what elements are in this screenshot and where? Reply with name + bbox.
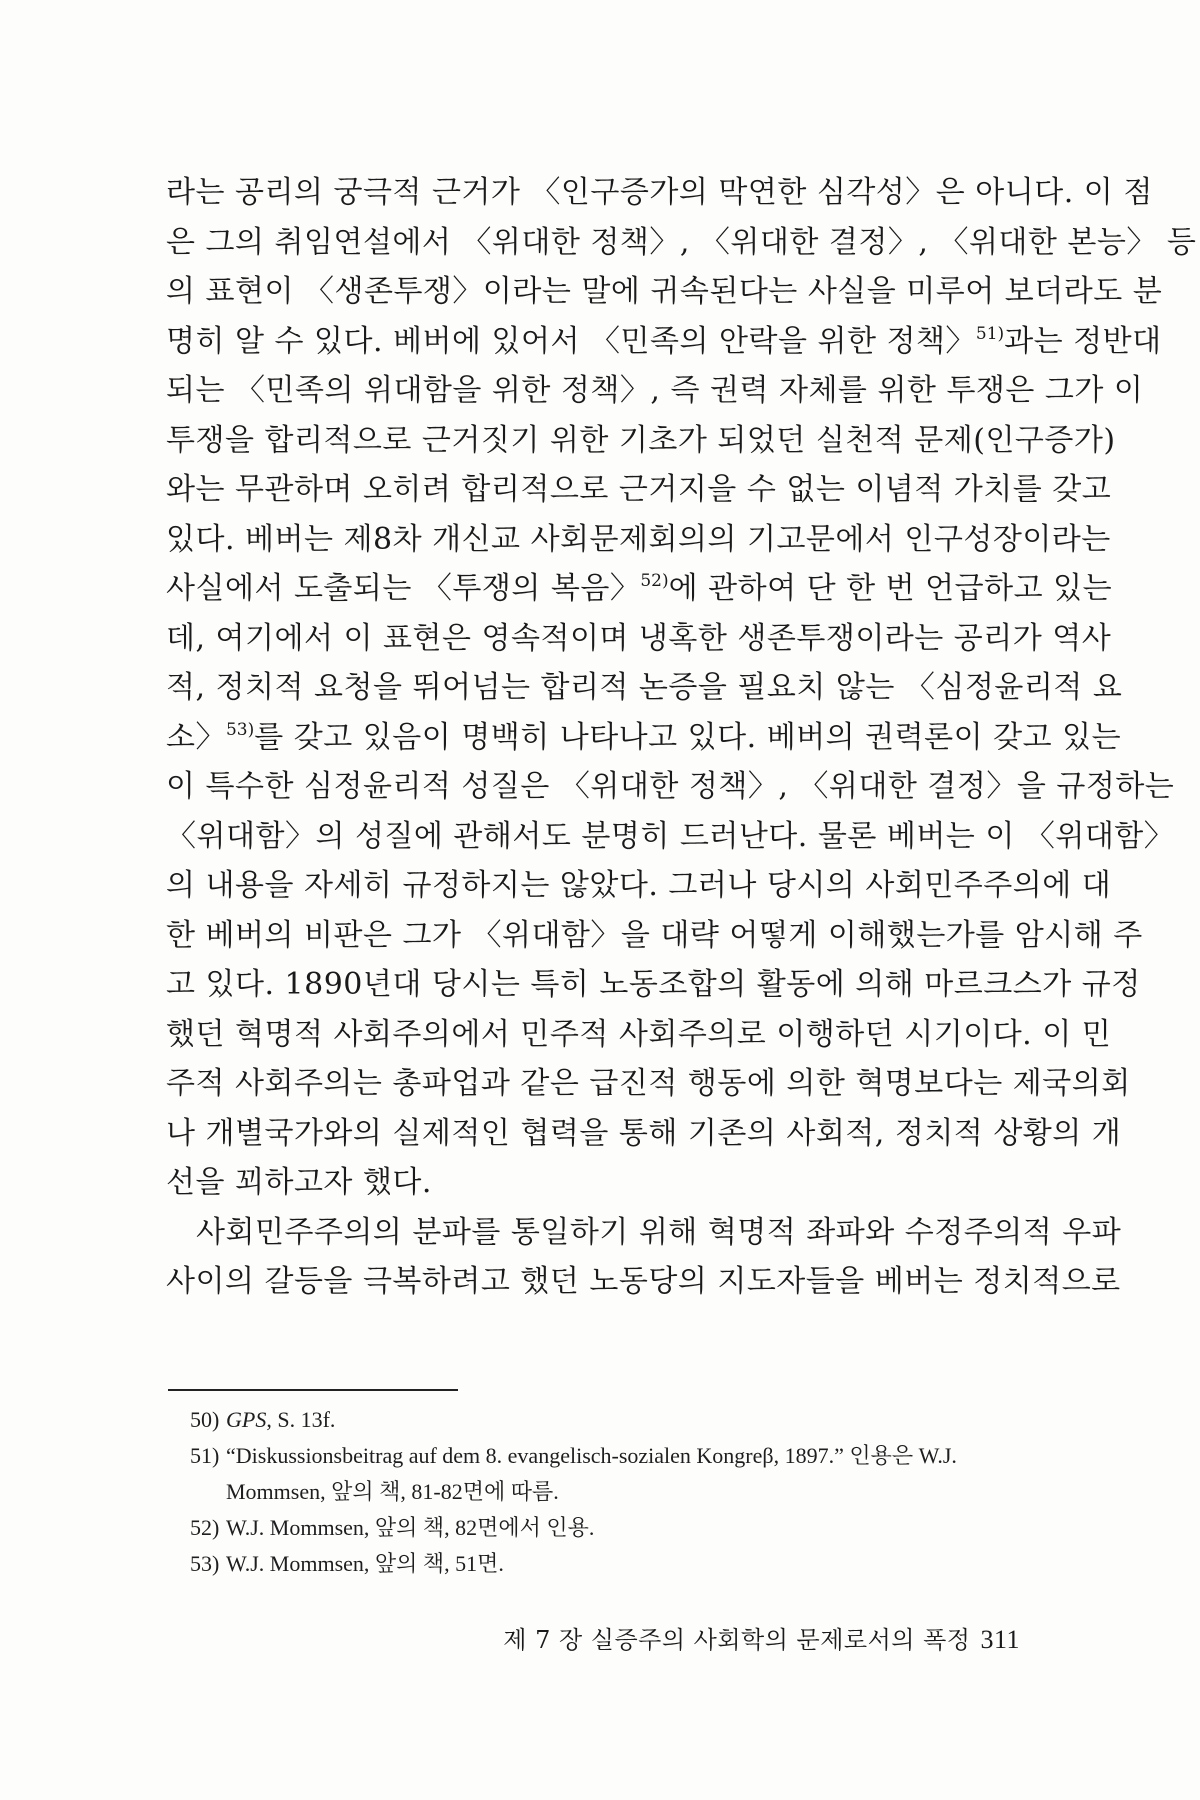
footnote-text: , S. 13f. [266, 1407, 336, 1432]
text-line: 데, 여기에서 이 표현은 영속적이며 냉혹한 생존투쟁이라는 공리가 역사 [166, 620, 1112, 656]
footnote-number: 53) [190, 1551, 220, 1576]
text-line: 있다. 베버는 제8차 개신교 사회문제회의의 기고문에서 인구성장이라는 [166, 521, 1111, 557]
main-text-block [166, 168, 1197, 1307]
footnote-text: W.J. Mommsen, 앞의 책, 82면에서 인용. [226, 1515, 595, 1540]
footnote-51-continued: Mommsen, 앞의 책, 81-82면에 따름. [226, 1479, 559, 1504]
footnote-marker-51: 51) [975, 323, 1005, 344]
text-line: 했던 혁명적 사회주의에서 민주적 사회주의로 이행하던 시기이다. 이 민 [166, 1016, 1112, 1052]
footnote-marker-52: 52) [640, 571, 669, 591]
text-segment: 에 관하여 단 한 번 언급하고 있는 [668, 571, 1113, 606]
text-line: 투쟁을 합리적으로 근거짓기 위한 기초가 되었던 실천적 문제(인구증가) [166, 422, 1116, 458]
footnote-50 [190, 1402, 1060, 1438]
footnote-52 [190, 1510, 1060, 1546]
text-line: 사회민주주의의 분파를 통일하기 위해 혁명적 좌파와 수정주의적 우파 [196, 1214, 1122, 1250]
footnote-marker-53: 53) [225, 719, 255, 740]
text-line: 〈위대함〉의 성질에 관해서도 분명히 드러난다. 물론 베버는 이 〈위대함〉 [166, 818, 1175, 854]
footnote-text: W.J. Mommsen, 앞의 책, 51면. [226, 1551, 504, 1576]
footnote-53 [190, 1546, 1060, 1582]
text-line: 의 내용을 자세히 규정하지는 않았다. 그러나 당시의 사회민주주의에 대 [166, 868, 1112, 903]
text-segment: 사실에서 도출되는 〈투쟁의 복음〉 [166, 571, 641, 606]
text-line: 와는 무관하며 오히려 합리적으로 근거지을 수 없는 이념적 가치를 갖고 [166, 472, 1112, 507]
text-line: 사이의 갈등을 극복하려고 했던 노동당의 지도자들을 베버는 정치적으로 [166, 1264, 1121, 1299]
footnote-divider [168, 1389, 458, 1391]
text-line: 적, 정치적 요청을 뛰어넘는 합리적 논증을 필요치 않는 〈심정윤리적 요 [166, 670, 1123, 705]
text-line: 되는 〈민족의 위대함을 위한 정책〉, 즉 권력 자체를 위한 투쟁은 그가 이 [166, 373, 1144, 408]
running-footer [503, 1620, 1020, 1655]
text-line: 라는 공리의 궁극적 근거가 〈인구증가의 막연한 심각성〉은 아니다. 이 점 [166, 175, 1153, 210]
text-line: 은 그의 취임연설에서 〈위대한 정책〉, 〈위대한 결정〉, 〈위대한 본능〉 등 [166, 224, 1197, 260]
text-line: 나 개별국가와의 실제적인 협력을 통해 기존의 사회적, 정치적 상황의 개 [166, 1115, 1122, 1151]
footnote-source: GPS [226, 1407, 267, 1432]
chapter-title: 제 7 장 실증주의 사회학의 문제로서의 폭정 [503, 1626, 971, 1654]
text-line [166, 564, 1113, 614]
footnote-number: 51) [190, 1443, 220, 1468]
footnote-number: 52) [190, 1515, 220, 1540]
text-line: 주적 사회주의는 총파업과 같은 급진적 행동에 의한 혁명보다는 제국의회 [166, 1066, 1131, 1101]
footnote-51 [190, 1438, 1060, 1474]
text-segment: 명히 알 수 있다. 베버에 있어서 〈민족의 안락을 위한 정책〉 [166, 323, 976, 359]
text-line: 의 표현이 〈생존투쟁〉이라는 말에 귀속된다는 사실을 미루어 보더라도 분 [166, 274, 1163, 309]
text-segment: 과는 정반대 [1004, 323, 1162, 359]
page-number: 311 [980, 1625, 1020, 1654]
text-line: 선을 꾀하고자 했다. [166, 1165, 432, 1200]
text-line: 고 있다. 1890년대 당시는 특히 노동조합의 활동에 의해 마르크스가 규정 [166, 967, 1141, 1002]
text-line [166, 713, 1122, 763]
text-line: 이 특수한 심정윤리적 성질은 〈위대한 정책〉, 〈위대한 결정〉을 규정하는 [166, 769, 1175, 804]
text-line: 한 베버의 비판은 그가 〈위대함〉을 대략 어떻게 이해했는가를 암시해 주 [166, 917, 1143, 953]
footnotes [190, 1402, 1060, 1582]
footnote-number: 50) [190, 1407, 220, 1432]
footnote-text: “Diskussionsbeitrag auf dem 8. evangelisch-sozialen Kongreβ, 1897.” 인용은 W.J. [226, 1443, 957, 1468]
text-line [166, 317, 1162, 367]
text-segment: 를 갖고 있음이 명백히 나타나고 있다. 베버의 권력론이 갖고 있는 [254, 719, 1122, 755]
text-segment: 소〉 [166, 719, 226, 755]
